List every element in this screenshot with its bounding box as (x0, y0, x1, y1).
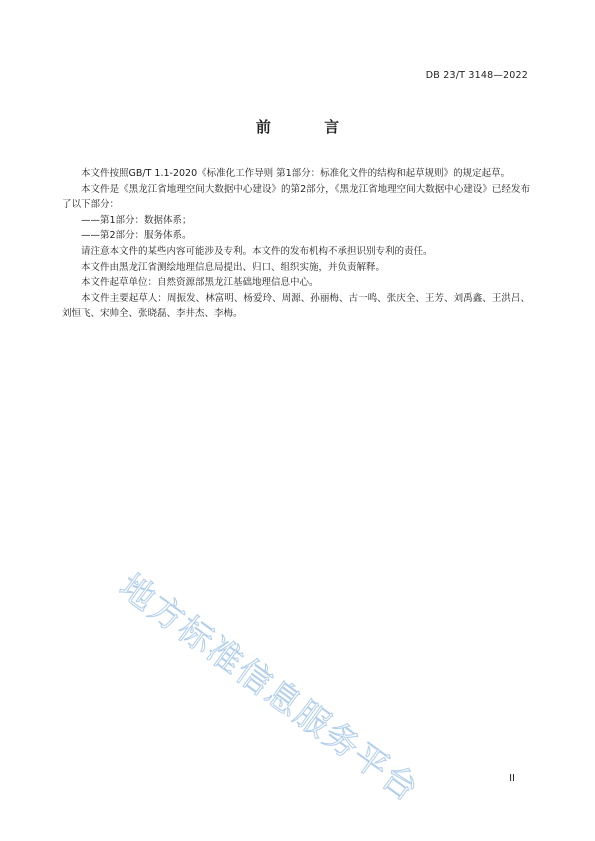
paragraph-patent-notice: 请注意本文件的某些内容可能涉及专利。本文件的发布机构不承担识别专利的责任。 (81, 245, 433, 257)
paragraph-part-info: 本文件是《黑龙江省地理空间大数据中心建设》的第2部分，《黑龙江省地理空间大数据中心建设》已经发布了以下部分： (62, 183, 530, 211)
page-number: II (509, 773, 515, 784)
paragraph-proposer: 本文件由黑龙江省测绘地理信息局提出、归口、组织实施，并负责解释。 (81, 261, 386, 273)
preface-body (62, 166, 530, 322)
watermark: 地方标准信息服务平台 (111, 566, 427, 811)
list-item-part2: ——第2部分：服务体系。 (81, 230, 192, 242)
paragraph-drafting-rules: 本文件按照GB/T 1.1-2020《标准化工作导则 第1部分：标准化文件的结构和起草规则》的规定起草。 (81, 168, 511, 179)
section-title: 前 言 (255, 118, 364, 136)
document-code: DB 23/T 3148—2022 (425, 70, 528, 81)
paragraph-drafting-unit: 本文件起草单位：自然资源部黑龙江基础地理信息中心。 (81, 277, 319, 289)
paragraph-drafters: 本文件主要起草人：周振发、林富明、杨爱玲、周源、孙丽梅、古一鸣、张庆全、王芳、刘禹鑫、王洪吕、刘恒飞、宋帅全、张晓磊、李井杰、李梅。 (62, 292, 530, 320)
list-item-part1: ——第1部分：数据体系； (81, 214, 192, 226)
